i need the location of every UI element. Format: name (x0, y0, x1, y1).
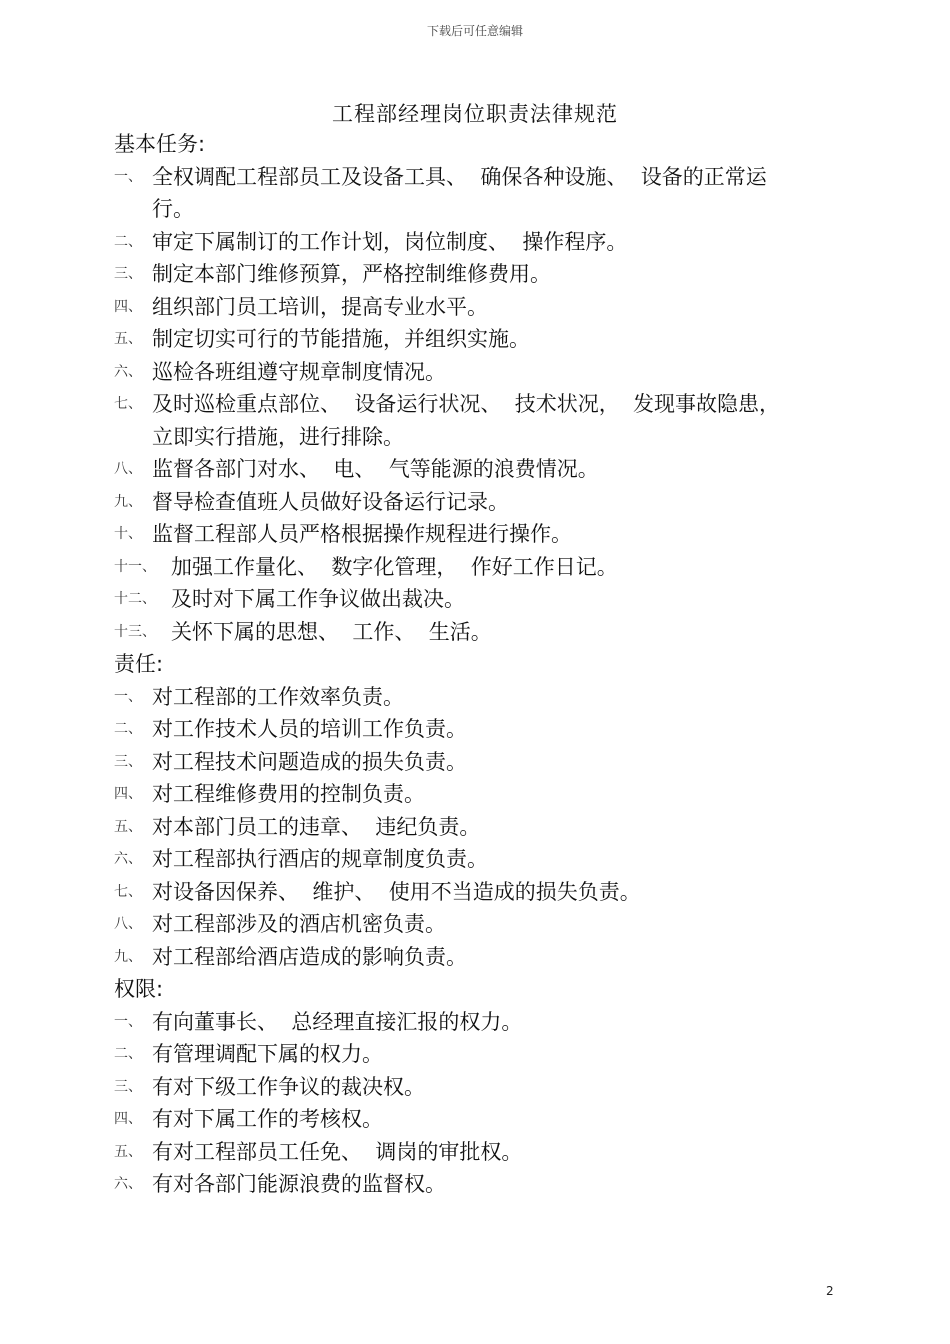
item-text: 有管理调配下属的权力。 (152, 1042, 383, 1066)
item-number: 九、 (114, 948, 142, 965)
section-heading: 基本任务: (114, 132, 206, 156)
item-text: 及时巡检重点部位、 设备运行状况、 技术状况， 发现事故隐患， 立即实行措施，进行排除。 (152, 392, 781, 449)
item-number: 六、 (114, 851, 142, 867)
item-number: 六、 (114, 363, 142, 380)
item-text: 制定切实可行的节能措施，并组织实施。 (152, 327, 530, 351)
item-text: 对工作技术人员的培训工作负责。 (152, 717, 467, 741)
item-text: 有对下级工作争议的裁决权。 (152, 1074, 425, 1099)
item-number: 五、 (114, 331, 142, 347)
list-item (114, 388, 840, 453)
item-text: 监督工程部人员严格根据操作规程进行操作。 (152, 522, 572, 546)
item-text: 有向董事长、 总经理直接汇报的权力。 (152, 1009, 523, 1034)
item-number: 十二、 (114, 591, 156, 607)
item-text: 有对各部门能源浪费的监督权。 (152, 1172, 446, 1196)
item-text: 加强工作量化、 数字化管理， 作好工作日记。 (171, 554, 618, 579)
list-item (114, 583, 840, 616)
item-number: 八、 (114, 916, 142, 932)
list-item (114, 1136, 840, 1169)
list-item (114, 1168, 840, 1201)
item-number: 五、 (114, 1143, 142, 1160)
item-text: 监督各部门对水、 电、 气等能源的浪费情况。 (152, 457, 599, 481)
item-number: 一、 (114, 1013, 142, 1030)
list-item (114, 1071, 840, 1104)
item-text: 巡检各班组遵守规章制度情况。 (152, 359, 446, 384)
item-text: 对工程部的工作效率负责。 (152, 684, 404, 709)
item-text: 审定下属制订的工作计划，岗位制度、 操作程序。 (152, 229, 628, 254)
page-number: 2 (826, 1284, 834, 1298)
document-body (114, 128, 840, 1201)
list-item (114, 486, 840, 519)
item-number: 三、 (114, 1078, 142, 1095)
list-item (114, 291, 840, 324)
header-note: 下载后可任意编辑 (426, 24, 523, 38)
item-number: 二、 (114, 233, 142, 250)
item-number: 一、 (114, 688, 142, 705)
item-number: 二、 (114, 1046, 142, 1062)
item-number: 一、 (114, 168, 142, 185)
list-item (114, 258, 840, 291)
list-item (114, 941, 840, 974)
list-item (114, 1103, 840, 1136)
item-text: 督导检查值班人员做好设备运行记录。 (152, 489, 509, 514)
list-item (114, 616, 840, 649)
item-number: 四、 (114, 786, 142, 802)
item-number: 八、 (114, 461, 142, 477)
item-number: 七、 (114, 396, 142, 412)
list-item (114, 908, 840, 941)
item-number: 十一、 (114, 558, 156, 575)
item-number: 二、 (114, 721, 142, 737)
list-item (114, 778, 840, 811)
item-text: 有对工程部员工任免、 调岗的审批权。 (152, 1139, 523, 1164)
item-text: 对本部门员工的违章、 违纪负责。 (152, 814, 481, 839)
document-title: 工程部经理岗位职责法律规范 (332, 102, 618, 126)
item-text: 对工程部执行酒店的规章制度负责。 (152, 847, 488, 871)
item-number: 三、 (114, 266, 142, 282)
list-item (114, 323, 840, 356)
list-item (114, 356, 840, 389)
item-number: 九、 (114, 493, 142, 510)
list-item (114, 551, 840, 584)
item-number: 三、 (114, 753, 142, 770)
item-text: 对工程维修费用的控制负责。 (152, 782, 425, 806)
item-number: 十、 (114, 526, 142, 542)
item-text: 全权调配工程部员工及设备工具、 确保各种设施、 设备的正常运 行。 (152, 164, 767, 221)
section-heading: 权限: (114, 977, 164, 1001)
item-text: 组织部门员工培训，提高专业水平。 (152, 294, 488, 319)
item-number: 六、 (114, 1176, 142, 1192)
list-item (114, 843, 840, 876)
list-item (114, 226, 840, 259)
item-number: 七、 (114, 883, 142, 900)
item-text: 有对下属工作的考核权。 (152, 1107, 383, 1131)
list-item (114, 1006, 840, 1039)
item-number: 四、 (114, 1111, 142, 1127)
item-text: 对工程部给酒店造成的影响负责。 (152, 944, 467, 969)
item-text: 对工程部涉及的酒店机密负责。 (152, 912, 446, 936)
list-item (114, 518, 840, 551)
list-item (114, 1038, 840, 1071)
list-item (114, 876, 840, 909)
item-text: 及时对下属工作争议做出裁决。 (171, 587, 465, 611)
list-item (114, 161, 840, 226)
item-number: 五、 (114, 818, 142, 835)
section-heading: 责任: (114, 652, 164, 676)
item-text: 关怀下属的思想、 工作、 生活。 (171, 619, 492, 644)
item-text: 对设备因保养、 维护、 使用不当造成的损失负责。 (152, 879, 641, 904)
list-item (114, 713, 840, 746)
item-text: 对工程技术问题造成的损失负责。 (152, 749, 467, 774)
item-number: 十三、 (114, 623, 156, 640)
item-text: 制定本部门维修预算，严格控制维修费用。 (152, 262, 551, 286)
list-item (114, 746, 840, 779)
list-item (114, 453, 840, 486)
list-item (114, 681, 840, 714)
item-number: 四、 (114, 298, 142, 315)
list-item (114, 811, 840, 844)
